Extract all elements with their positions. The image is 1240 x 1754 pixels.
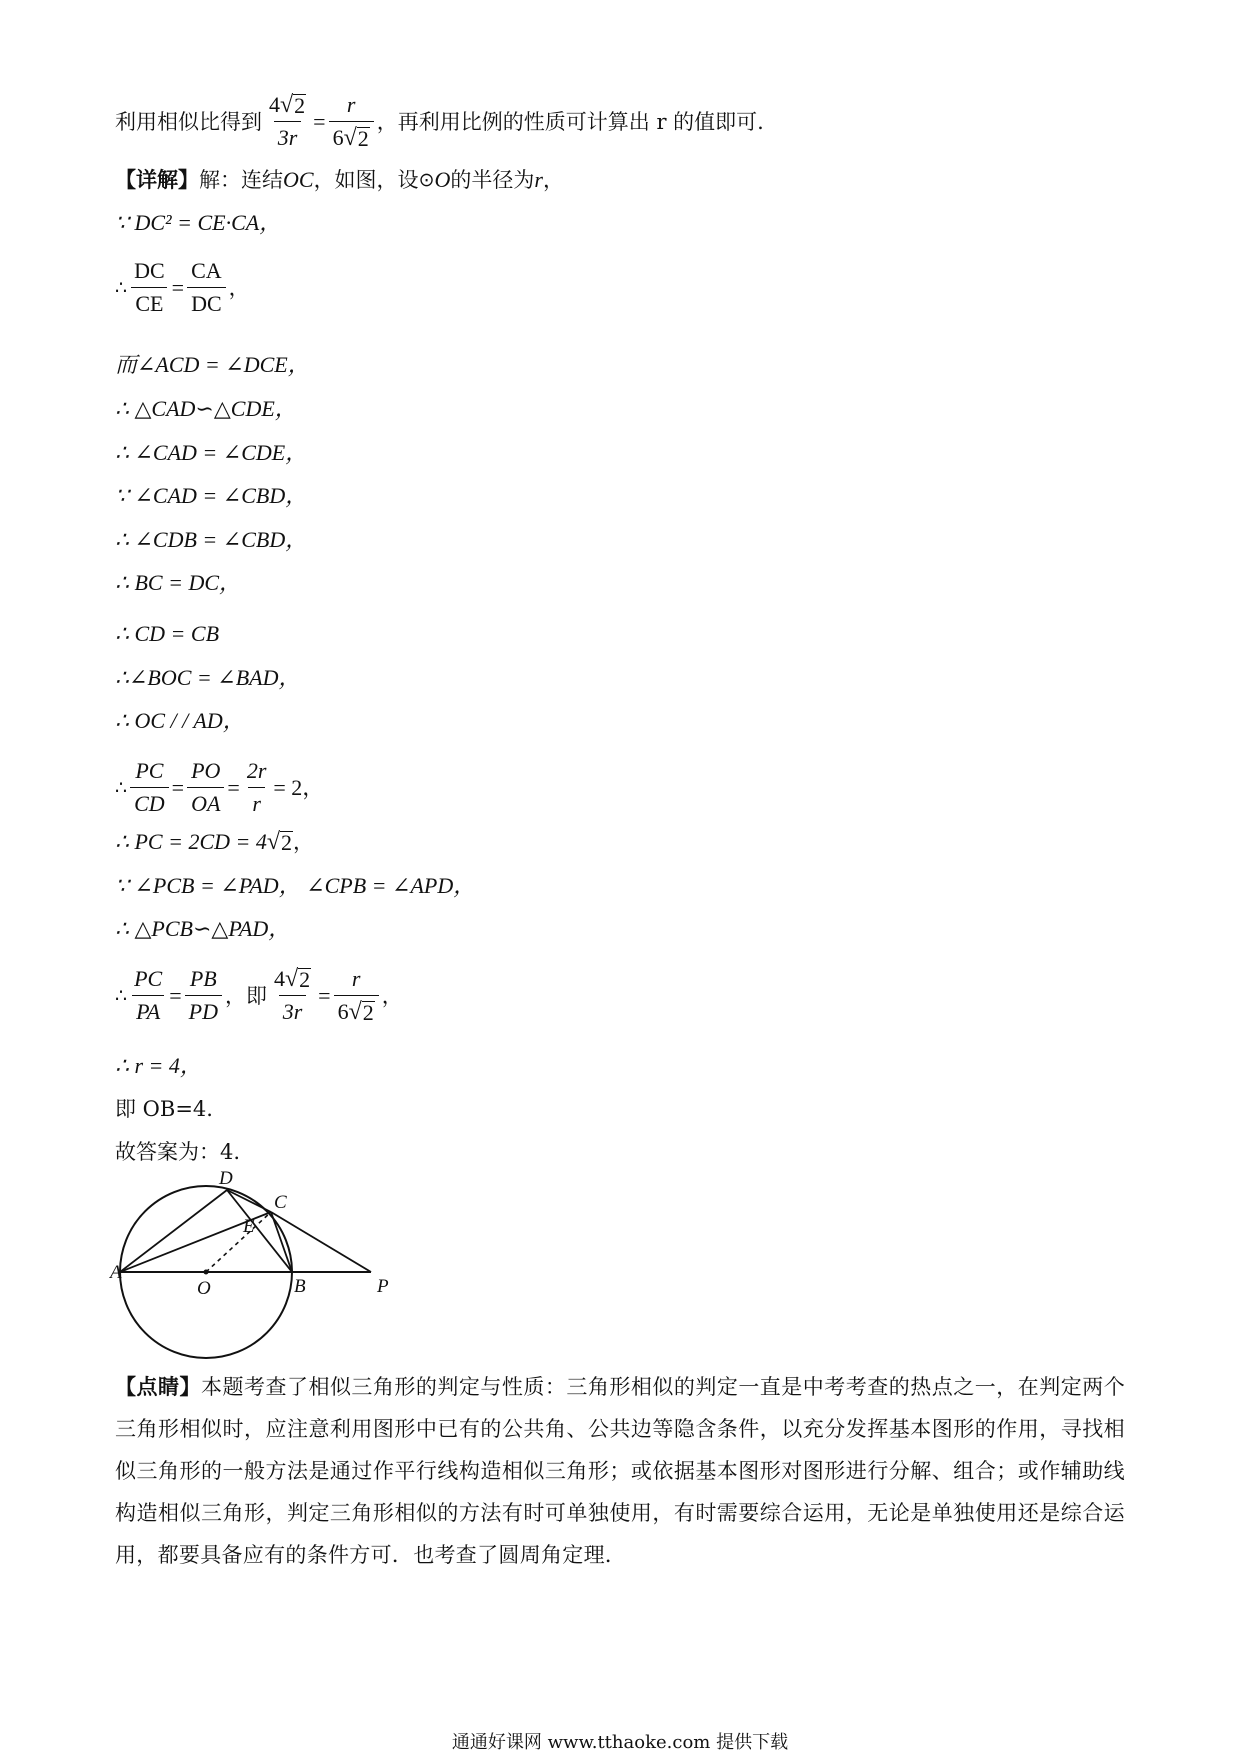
line-c-b (271, 1212, 292, 1272)
label-p: P (377, 1276, 389, 1297)
step-18: 即 OB=4. (115, 1097, 213, 1121)
footer-text: 通通好课网 www.tthaoke.com 提供下载 (451, 1732, 789, 1753)
intro-line: 利用相似比得到 4 √ 2 3r = r 6 √ 2 ，再利用比例的性质可计算出 r 的值即可. (115, 92, 764, 151)
intro-suffix: ，再利用比例的性质可计算出 r 的值即可. (376, 109, 764, 134)
intro-fraction-2: r 6 √ 2 (329, 92, 374, 151)
step-8: ∴ BC = DC， (115, 570, 242, 595)
center-point (204, 1270, 209, 1275)
step-7: ∴ ∠CDB = ∠CBD， (115, 527, 308, 552)
step-15: ∴ △PCB∽△PAD， (115, 916, 291, 941)
label-b: B (294, 1276, 306, 1297)
comment-paragraph (115, 1366, 1125, 1576)
label-o: O (197, 1278, 211, 1299)
step-13: ∴ PC = 2CD = 4 √ 2 ， (115, 829, 315, 855)
step-1: ∵ DC² = CE·CA， (115, 210, 282, 235)
step-11: ∴ OC / / AD， (115, 708, 245, 733)
step-3: 而∠ACD = ∠DCE， (115, 352, 310, 377)
circle-symbol: ⊙ (418, 169, 435, 191)
label-d: D (219, 1168, 233, 1189)
line-d-c (227, 1190, 271, 1212)
label-e: E (243, 1216, 255, 1237)
step-17: ∴ r = 4， (115, 1053, 202, 1078)
step-4: ∴ △CAD∽△CDE， (115, 396, 297, 421)
label-a: A (110, 1262, 122, 1283)
geometry-figure (110, 1168, 413, 1358)
step-5: ∴ ∠CAD = ∠CDE， (115, 440, 308, 465)
step-6: ∵ ∠CAD = ∠CBD， (115, 483, 308, 508)
step-9: ∴ CD = CB (115, 621, 220, 646)
detail-tag: 【详解】 (115, 167, 199, 192)
label-c: C (274, 1192, 287, 1213)
intro-fraction-1: 4 √ 2 3r (269, 92, 306, 150)
step-2: ∴ $\frac{DC}{CE}$ = $\frac{CA}{DC}$ ， (115, 258, 250, 316)
step-19: 故答案为：4. (115, 1140, 241, 1164)
step-10: ∴∠BOC = ∠BAD， (115, 665, 301, 690)
step-14: ∵ ∠PCB = ∠PAD， ∠CPB = ∠APD， (115, 873, 476, 898)
comment-tag: 【点睛】 (115, 1374, 201, 1399)
comment-text: 本题考查了相似三角形的判定与性质：三角形相似的判定一直是中考考查的热点之一，在判定两个三角形相似时，应注意利用图形中已有的公共角、公共边等隐含条件，以充分发挥基本图形的作用，寻找相似三角形的一般方法是通过作平行线构造相似三角形；或依据基本图形对图形进行分解、组合；或作辅助线构造相似三角形，判定三角形相似的方法有时可单独使用，有时需要综合运用，无论是单独使用还是综合运用，都要具备应有的条件方可．也考查了圆周角定理． (115, 1375, 1125, 1567)
detail-line: 【详解】 解：连结 OC ，如图，设 ⊙ O 的半径为 r ， (115, 167, 564, 192)
step-12: ∴ $\frac{PC}{CD}$ = $\frac{PO}{OA}$ = $\frac{2r}{r}$ = 2， (115, 758, 325, 816)
line-a-d (120, 1190, 227, 1272)
step-16: ∴ $\frac{PC}{PA}$ = $\frac{PB}{PD}$ ，即 4 √ 2 3r = r 6 √ 2 ， (115, 966, 403, 1025)
line-o-c-dashed (206, 1212, 271, 1272)
intro-prefix: 利用相似比得到 (115, 109, 262, 134)
